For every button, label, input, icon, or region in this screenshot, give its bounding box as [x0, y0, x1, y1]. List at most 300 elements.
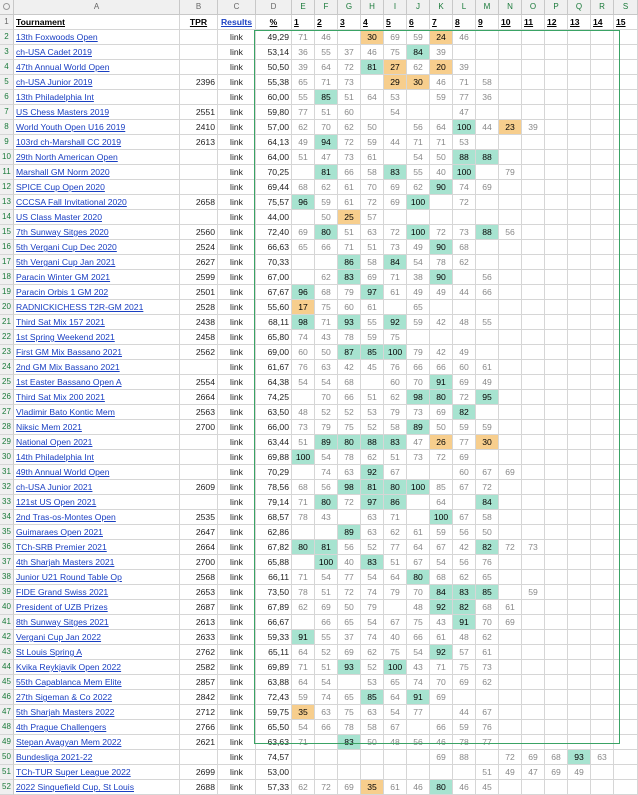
- row-number[interactable]: 46: [0, 690, 14, 705]
- score-cell[interactable]: 56: [407, 735, 430, 750]
- score-cell[interactable]: [591, 90, 614, 105]
- score-cell[interactable]: 78: [453, 735, 476, 750]
- score-cell[interactable]: 49: [407, 240, 430, 255]
- tournament-link[interactable]: National Open 2021: [14, 435, 180, 450]
- score-cell[interactable]: 69: [499, 615, 522, 630]
- score-cell[interactable]: 48: [292, 405, 315, 420]
- row-number[interactable]: 35: [0, 525, 14, 540]
- row-number[interactable]: 26: [0, 390, 14, 405]
- tournament-link[interactable]: 29th North American Open: [14, 150, 180, 165]
- results-link[interactable]: link: [218, 390, 256, 405]
- score-cell[interactable]: [591, 585, 614, 600]
- score-cell[interactable]: [545, 510, 568, 525]
- score-cell[interactable]: 90: [430, 270, 453, 285]
- score-cell[interactable]: [430, 765, 453, 780]
- results-link[interactable]: link: [218, 225, 256, 240]
- score-cell[interactable]: [591, 570, 614, 585]
- row-number[interactable]: 29: [0, 435, 14, 450]
- score-cell[interactable]: 35: [292, 705, 315, 720]
- score-cell[interactable]: [522, 255, 545, 270]
- score-cell[interactable]: 69: [315, 600, 338, 615]
- score-cell[interactable]: 90: [430, 180, 453, 195]
- score-cell[interactable]: 100: [315, 555, 338, 570]
- score-cell[interactable]: [568, 420, 591, 435]
- score-cell[interactable]: [591, 360, 614, 375]
- score-cell[interactable]: 100: [430, 510, 453, 525]
- header-round[interactable]: 10: [499, 15, 522, 30]
- score-cell[interactable]: 92: [430, 600, 453, 615]
- score-cell[interactable]: 72: [430, 450, 453, 465]
- score-cell[interactable]: 73: [476, 660, 499, 675]
- score-cell[interactable]: 78: [430, 255, 453, 270]
- score-cell[interactable]: 100: [407, 480, 430, 495]
- percent-cell[interactable]: 65,11: [256, 645, 292, 660]
- score-cell[interactable]: [499, 30, 522, 45]
- score-cell[interactable]: [614, 600, 638, 615]
- score-cell[interactable]: 66: [315, 240, 338, 255]
- tournament-link[interactable]: SPICE Cup Open 2020: [14, 180, 180, 195]
- row-number[interactable]: 15: [0, 225, 14, 240]
- select-all-corner[interactable]: [0, 0, 14, 15]
- score-cell[interactable]: 66: [338, 390, 361, 405]
- score-cell[interactable]: [614, 390, 638, 405]
- score-cell[interactable]: 59: [453, 720, 476, 735]
- score-cell[interactable]: 85: [361, 345, 384, 360]
- tpr-cell[interactable]: [180, 360, 218, 375]
- score-cell[interactable]: 74: [292, 330, 315, 345]
- row-number[interactable]: 22: [0, 330, 14, 345]
- column-header-e[interactable]: E: [292, 0, 315, 15]
- percent-cell[interactable]: 63,63: [256, 735, 292, 750]
- score-cell[interactable]: [292, 255, 315, 270]
- score-cell[interactable]: 100: [384, 660, 407, 675]
- score-cell[interactable]: [338, 750, 361, 765]
- score-cell[interactable]: [568, 105, 591, 120]
- tournament-link[interactable]: 2nd GM Mix Bassano 2021: [14, 360, 180, 375]
- results-link[interactable]: link: [218, 495, 256, 510]
- score-cell[interactable]: 83: [361, 555, 384, 570]
- tpr-cell[interactable]: 2658: [180, 195, 218, 210]
- score-cell[interactable]: [522, 645, 545, 660]
- percent-cell[interactable]: 69,00: [256, 345, 292, 360]
- score-cell[interactable]: 59: [361, 330, 384, 345]
- results-link[interactable]: link: [218, 360, 256, 375]
- row-number[interactable]: 8: [0, 120, 14, 135]
- score-cell[interactable]: 79: [407, 345, 430, 360]
- percent-cell[interactable]: 64,13: [256, 135, 292, 150]
- score-cell[interactable]: 72: [384, 225, 407, 240]
- score-cell[interactable]: [614, 360, 638, 375]
- column-header-m[interactable]: M: [476, 0, 499, 15]
- score-cell[interactable]: [545, 540, 568, 555]
- results-link[interactable]: link: [218, 420, 256, 435]
- score-cell[interactable]: [522, 705, 545, 720]
- percent-cell[interactable]: 72,40: [256, 225, 292, 240]
- score-cell[interactable]: [591, 480, 614, 495]
- score-cell[interactable]: [522, 330, 545, 345]
- percent-cell[interactable]: 70,25: [256, 165, 292, 180]
- score-cell[interactable]: 73: [407, 405, 430, 420]
- results-link[interactable]: link: [218, 765, 256, 780]
- row-number[interactable]: 9: [0, 135, 14, 150]
- score-cell[interactable]: 85: [315, 90, 338, 105]
- score-cell[interactable]: 85: [361, 690, 384, 705]
- score-cell[interactable]: 61: [499, 600, 522, 615]
- tournament-link[interactable]: St Louis Spring A: [14, 645, 180, 660]
- results-link[interactable]: link: [218, 525, 256, 540]
- score-cell[interactable]: 80: [292, 540, 315, 555]
- score-cell[interactable]: [476, 750, 499, 765]
- score-cell[interactable]: 69: [361, 270, 384, 285]
- score-cell[interactable]: 51: [384, 555, 407, 570]
- score-cell[interactable]: 71: [430, 660, 453, 675]
- score-cell[interactable]: 74: [361, 585, 384, 600]
- percent-cell[interactable]: 59,80: [256, 105, 292, 120]
- score-cell[interactable]: [568, 645, 591, 660]
- score-cell[interactable]: 64: [292, 675, 315, 690]
- score-cell[interactable]: [568, 660, 591, 675]
- score-cell[interactable]: [568, 75, 591, 90]
- column-header-h[interactable]: H: [361, 0, 384, 15]
- row-number[interactable]: 34: [0, 510, 14, 525]
- score-cell[interactable]: 88: [476, 225, 499, 240]
- tpr-cell[interactable]: [180, 450, 218, 465]
- score-cell[interactable]: [568, 720, 591, 735]
- score-cell[interactable]: [476, 690, 499, 705]
- score-cell[interactable]: [591, 675, 614, 690]
- score-cell[interactable]: 80: [407, 570, 430, 585]
- score-cell[interactable]: [591, 285, 614, 300]
- score-cell[interactable]: [453, 330, 476, 345]
- score-cell[interactable]: [568, 45, 591, 60]
- score-cell[interactable]: 59: [476, 420, 499, 435]
- score-cell[interactable]: 69: [522, 750, 545, 765]
- score-cell[interactable]: 100: [292, 450, 315, 465]
- score-cell[interactable]: 67: [384, 720, 407, 735]
- score-cell[interactable]: [591, 510, 614, 525]
- header-round[interactable]: 6: [407, 15, 430, 30]
- score-cell[interactable]: [499, 360, 522, 375]
- score-cell[interactable]: 98: [407, 390, 430, 405]
- score-cell[interactable]: 39: [292, 60, 315, 75]
- score-cell[interactable]: [522, 345, 545, 360]
- score-cell[interactable]: 17: [292, 300, 315, 315]
- score-cell[interactable]: 53: [384, 90, 407, 105]
- score-cell[interactable]: [545, 60, 568, 75]
- percent-cell[interactable]: 78,56: [256, 480, 292, 495]
- score-cell[interactable]: 54: [315, 375, 338, 390]
- score-cell[interactable]: 69: [453, 675, 476, 690]
- tpr-cell[interactable]: 2664: [180, 540, 218, 555]
- score-cell[interactable]: 49: [568, 765, 591, 780]
- tpr-cell[interactable]: 2609: [180, 480, 218, 495]
- score-cell[interactable]: [338, 30, 361, 45]
- score-cell[interactable]: 30: [476, 435, 499, 450]
- percent-cell[interactable]: 59,75: [256, 705, 292, 720]
- score-cell[interactable]: [545, 735, 568, 750]
- score-cell[interactable]: 62: [453, 570, 476, 585]
- score-cell[interactable]: 66: [315, 615, 338, 630]
- score-cell[interactable]: 48: [384, 735, 407, 750]
- score-cell[interactable]: 47: [453, 105, 476, 120]
- score-cell[interactable]: 75: [315, 300, 338, 315]
- score-cell[interactable]: 83: [384, 435, 407, 450]
- header-round[interactable]: 9: [476, 15, 499, 30]
- score-cell[interactable]: [499, 420, 522, 435]
- tournament-link[interactable]: 5th Vergani Cup Jan 2021: [14, 255, 180, 270]
- score-cell[interactable]: 73: [407, 450, 430, 465]
- score-cell[interactable]: [545, 180, 568, 195]
- score-cell[interactable]: [614, 75, 638, 90]
- score-cell[interactable]: 96: [292, 285, 315, 300]
- score-cell[interactable]: [591, 765, 614, 780]
- score-cell[interactable]: 85: [476, 585, 499, 600]
- results-link[interactable]: link: [218, 165, 256, 180]
- score-cell[interactable]: 86: [338, 255, 361, 270]
- score-cell[interactable]: 73: [292, 420, 315, 435]
- score-cell[interactable]: [430, 705, 453, 720]
- score-cell[interactable]: 98: [292, 315, 315, 330]
- column-header-p[interactable]: P: [545, 0, 568, 15]
- results-link[interactable]: link: [218, 300, 256, 315]
- score-cell[interactable]: 51: [338, 90, 361, 105]
- score-cell[interactable]: 38: [407, 270, 430, 285]
- score-cell[interactable]: 73: [338, 150, 361, 165]
- score-cell[interactable]: [591, 45, 614, 60]
- score-cell[interactable]: 83: [453, 585, 476, 600]
- score-cell[interactable]: 64: [407, 540, 430, 555]
- score-cell[interactable]: 80: [338, 435, 361, 450]
- score-cell[interactable]: [522, 105, 545, 120]
- score-cell[interactable]: 54: [361, 615, 384, 630]
- row-number[interactable]: 49: [0, 735, 14, 750]
- score-cell[interactable]: 64: [430, 495, 453, 510]
- score-cell[interactable]: 60: [384, 375, 407, 390]
- score-cell[interactable]: [476, 240, 499, 255]
- score-cell[interactable]: [545, 300, 568, 315]
- score-cell[interactable]: [614, 105, 638, 120]
- score-cell[interactable]: [453, 45, 476, 60]
- score-cell[interactable]: 57: [453, 645, 476, 660]
- tpr-cell[interactable]: 2700: [180, 555, 218, 570]
- row-number[interactable]: 25: [0, 375, 14, 390]
- score-cell[interactable]: 69: [384, 30, 407, 45]
- score-cell[interactable]: [545, 90, 568, 105]
- results-link[interactable]: link: [218, 90, 256, 105]
- score-cell[interactable]: 40: [338, 555, 361, 570]
- score-cell[interactable]: [499, 150, 522, 165]
- percent-cell[interactable]: 79,14: [256, 495, 292, 510]
- score-cell[interactable]: 59: [407, 315, 430, 330]
- tpr-cell[interactable]: 2699: [180, 765, 218, 780]
- score-cell[interactable]: [614, 270, 638, 285]
- score-cell[interactable]: 65: [338, 690, 361, 705]
- tpr-cell[interactable]: [180, 180, 218, 195]
- score-cell[interactable]: 67: [407, 555, 430, 570]
- score-cell[interactable]: 55: [476, 315, 499, 330]
- score-cell[interactable]: [499, 345, 522, 360]
- score-cell[interactable]: 75: [407, 615, 430, 630]
- score-cell[interactable]: 61: [430, 630, 453, 645]
- score-cell[interactable]: [591, 165, 614, 180]
- score-cell[interactable]: 78: [292, 585, 315, 600]
- score-cell[interactable]: 48: [407, 600, 430, 615]
- score-cell[interactable]: [614, 45, 638, 60]
- tournament-link[interactable]: 2nd Tras-os-Montes Open: [14, 510, 180, 525]
- tournament-link[interactable]: 13th Philadelphia Int: [14, 90, 180, 105]
- score-cell[interactable]: 52: [338, 405, 361, 420]
- score-cell[interactable]: 62: [453, 255, 476, 270]
- score-cell[interactable]: 67: [476, 705, 499, 720]
- score-cell[interactable]: [614, 300, 638, 315]
- tournament-link[interactable]: 7th Sunway Sitges 2020: [14, 225, 180, 240]
- tpr-cell[interactable]: 2700: [180, 420, 218, 435]
- score-cell[interactable]: 57: [361, 210, 384, 225]
- results-link[interactable]: link: [218, 705, 256, 720]
- score-cell[interactable]: [568, 435, 591, 450]
- results-link[interactable]: link: [218, 615, 256, 630]
- score-cell[interactable]: 27: [384, 60, 407, 75]
- score-cell[interactable]: [499, 675, 522, 690]
- score-cell[interactable]: 93: [568, 750, 591, 765]
- header-round[interactable]: 8: [453, 15, 476, 30]
- score-cell[interactable]: 50: [315, 210, 338, 225]
- score-cell[interactable]: 62: [361, 450, 384, 465]
- tpr-cell[interactable]: 2582: [180, 660, 218, 675]
- score-cell[interactable]: [614, 225, 638, 240]
- score-cell[interactable]: 65: [292, 240, 315, 255]
- score-cell[interactable]: [614, 120, 638, 135]
- score-cell[interactable]: [568, 510, 591, 525]
- score-cell[interactable]: [361, 765, 384, 780]
- header-round[interactable]: 5: [384, 15, 407, 30]
- score-cell[interactable]: [568, 120, 591, 135]
- score-cell[interactable]: [499, 720, 522, 735]
- score-cell[interactable]: [499, 180, 522, 195]
- tournament-link[interactable]: Bundesliga 2021-22: [14, 750, 180, 765]
- score-cell[interactable]: 61: [407, 525, 430, 540]
- score-cell[interactable]: [338, 510, 361, 525]
- score-cell[interactable]: [522, 375, 545, 390]
- score-cell[interactable]: 62: [476, 630, 499, 645]
- score-cell[interactable]: [614, 675, 638, 690]
- score-cell[interactable]: [545, 330, 568, 345]
- column-header-o[interactable]: O: [522, 0, 545, 15]
- row-number[interactable]: 40: [0, 600, 14, 615]
- results-link[interactable]: link: [218, 60, 256, 75]
- score-cell[interactable]: 95: [476, 390, 499, 405]
- score-cell[interactable]: 69: [384, 195, 407, 210]
- score-cell[interactable]: 79: [338, 285, 361, 300]
- score-cell[interactable]: [591, 390, 614, 405]
- tournament-link[interactable]: FIDE Grand Swiss 2021: [14, 585, 180, 600]
- score-cell[interactable]: 54: [407, 645, 430, 660]
- score-cell[interactable]: [591, 420, 614, 435]
- score-cell[interactable]: [614, 735, 638, 750]
- score-cell[interactable]: 51: [315, 105, 338, 120]
- score-cell[interactable]: 39: [430, 45, 453, 60]
- score-cell[interactable]: [614, 30, 638, 45]
- percent-cell[interactable]: 67,67: [256, 285, 292, 300]
- percent-cell[interactable]: 59,33: [256, 630, 292, 645]
- score-cell[interactable]: [545, 630, 568, 645]
- score-cell[interactable]: [591, 240, 614, 255]
- score-cell[interactable]: [292, 555, 315, 570]
- score-cell[interactable]: 44: [453, 705, 476, 720]
- score-cell[interactable]: 70: [407, 585, 430, 600]
- score-cell[interactable]: 51: [292, 435, 315, 450]
- score-cell[interactable]: 40: [384, 630, 407, 645]
- row-number[interactable]: 47: [0, 705, 14, 720]
- percent-cell[interactable]: 55,38: [256, 75, 292, 90]
- score-cell[interactable]: [568, 225, 591, 240]
- score-cell[interactable]: 75: [453, 660, 476, 675]
- score-cell[interactable]: [545, 660, 568, 675]
- score-cell[interactable]: 94: [315, 135, 338, 150]
- score-cell[interactable]: 42: [430, 315, 453, 330]
- tpr-cell[interactable]: 2551: [180, 105, 218, 120]
- tournament-link[interactable]: Guimaraes Open 2021: [14, 525, 180, 540]
- score-cell[interactable]: [545, 75, 568, 90]
- score-cell[interactable]: [453, 495, 476, 510]
- row-number[interactable]: 19: [0, 285, 14, 300]
- score-cell[interactable]: 67: [430, 540, 453, 555]
- column-header-r[interactable]: R: [591, 0, 614, 15]
- score-cell[interactable]: 77: [292, 105, 315, 120]
- score-cell[interactable]: 82: [453, 405, 476, 420]
- score-cell[interactable]: 48: [453, 315, 476, 330]
- results-link[interactable]: link: [218, 720, 256, 735]
- score-cell[interactable]: [476, 45, 499, 60]
- score-cell[interactable]: [338, 675, 361, 690]
- score-cell[interactable]: [315, 765, 338, 780]
- score-cell[interactable]: [453, 765, 476, 780]
- score-cell[interactable]: [476, 60, 499, 75]
- score-cell[interactable]: [522, 180, 545, 195]
- score-cell[interactable]: [545, 195, 568, 210]
- score-cell[interactable]: [545, 555, 568, 570]
- score-cell[interactable]: 71: [407, 135, 430, 150]
- score-cell[interactable]: 92: [430, 645, 453, 660]
- score-cell[interactable]: 54: [361, 570, 384, 585]
- score-cell[interactable]: [407, 210, 430, 225]
- score-cell[interactable]: 58: [361, 255, 384, 270]
- header-round[interactable]: 11: [522, 15, 545, 30]
- score-cell[interactable]: [591, 60, 614, 75]
- score-cell[interactable]: 72: [361, 195, 384, 210]
- score-cell[interactable]: 100: [453, 165, 476, 180]
- score-cell[interactable]: [545, 345, 568, 360]
- score-cell[interactable]: 36: [476, 90, 499, 105]
- score-cell[interactable]: 68: [545, 750, 568, 765]
- score-cell[interactable]: 52: [315, 645, 338, 660]
- score-cell[interactable]: 69: [453, 375, 476, 390]
- tournament-link[interactable]: Vladimir Bato Kontic Mem: [14, 405, 180, 420]
- score-cell[interactable]: 30: [361, 30, 384, 45]
- score-cell[interactable]: [591, 300, 614, 315]
- percent-cell[interactable]: 67,00: [256, 270, 292, 285]
- score-cell[interactable]: 61: [361, 300, 384, 315]
- score-cell[interactable]: [292, 165, 315, 180]
- score-cell[interactable]: 87: [338, 345, 361, 360]
- score-cell[interactable]: 61: [476, 645, 499, 660]
- header-results[interactable]: Results: [218, 15, 256, 30]
- score-cell[interactable]: [614, 330, 638, 345]
- score-cell[interactable]: 71: [453, 75, 476, 90]
- score-cell[interactable]: 49: [499, 765, 522, 780]
- score-cell[interactable]: 56: [499, 225, 522, 240]
- score-cell[interactable]: [384, 150, 407, 165]
